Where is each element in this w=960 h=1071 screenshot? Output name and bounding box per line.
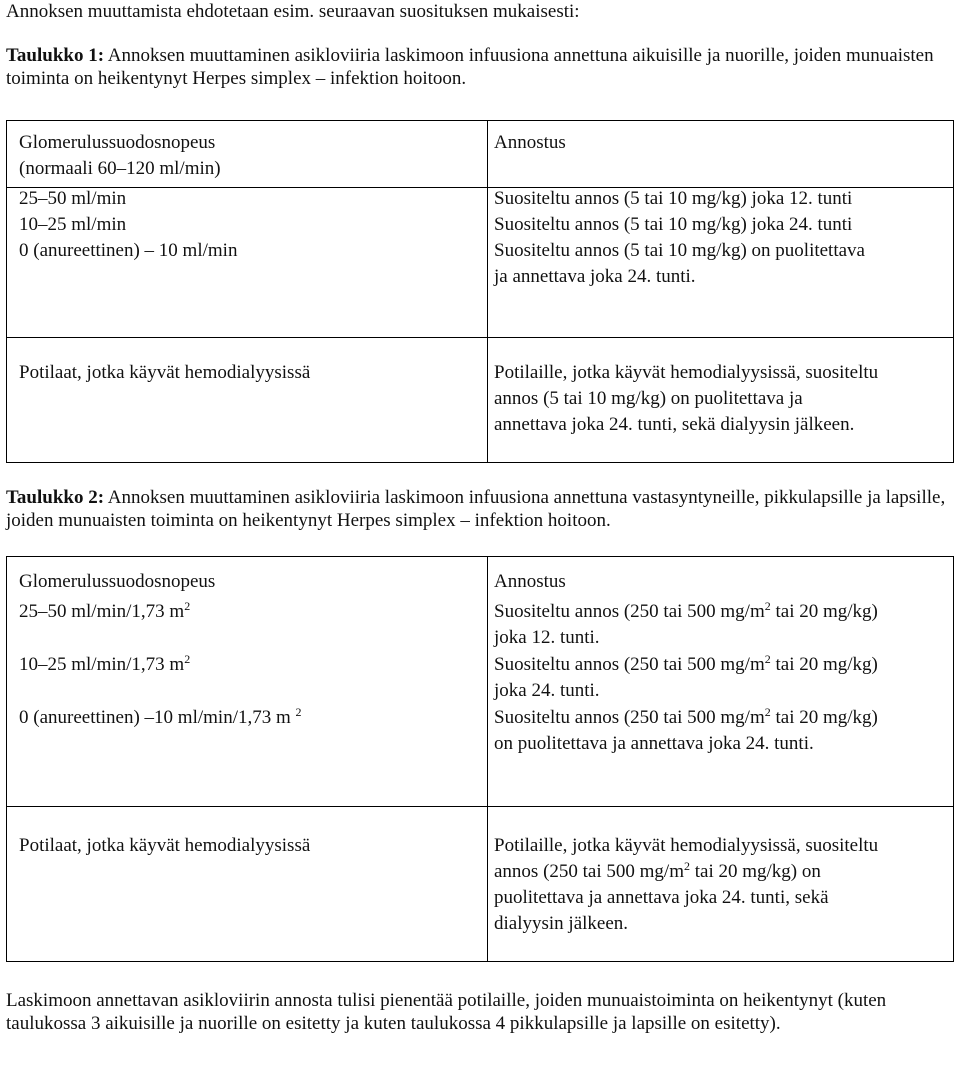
table1-upper-section [7,121,953,188]
table2-row-dose-cont: joka 12. tunti. [494,627,600,648]
table1-row-gfr: 10–25 ml/min [19,214,127,235]
table2-dialysis-dose: Potilaille, jotka käyvät hemodialyysissä, suositeltu [494,835,879,856]
table1 [6,120,954,463]
dose-text: Suositeltu annos (250 tai 500 mg/m [494,707,765,728]
table2-dialysis-dose: puolitettava ja annettava joka 24. tunti, sekä [494,887,829,908]
table1-row-dose: Suositeltu annos (5 tai 10 mg/kg) on puolitettava [494,240,865,261]
table1-dialysis-label: Potilaat, jotka käyvät hemodialyysissä [19,362,311,383]
table1-caption [6,44,954,90]
table2-row-dose-cont: joka 24. tunti. [494,680,600,701]
superscript: 2 [184,599,191,613]
table1-divider [487,338,488,462]
table2 [6,556,954,962]
table1-rows-section [7,188,953,338]
superscript: 2 [683,859,690,873]
superscript: 2 [184,652,191,666]
dose-text: annos (250 tai 500 mg/m [494,861,684,882]
table2-caption-label: Taulukko 2: [6,487,105,508]
intro-paragraph: Annoksen muuttamista ehdotetaan esim. seuraavan suosituksen mukaisesti: [6,1,580,22]
table2-divider [487,557,488,806]
gfr-text: 10–25 ml/min/1,73 m [19,654,185,675]
dose-text: tai 20 mg/kg) [770,707,878,728]
table2-dialysis-dose: dialyysin jälkeen. [494,913,629,934]
table2-caption [6,486,954,532]
table2-row-gfr [19,600,190,625]
table2-row-gfr [19,653,190,678]
table2-row-dose [494,600,878,625]
table1-caption-label: Taulukko 1: [6,45,105,66]
superscript: 2 [764,599,771,613]
table1-dialysis-dose: Potilaille, jotka käyvät hemodialyysissä, suositeltu [494,362,879,383]
table1-header-gfr: Glomerulussuodosnopeus [19,132,216,153]
dose-text: Suositeltu annos (250 tai 500 mg/m [494,601,765,622]
table2-row-dose-cont: on puolitettava ja annettava joka 24. tunti. [494,733,814,754]
table2-header-dose: Annostus [494,571,566,592]
table1-row-dose: Suositeltu annos (5 tai 10 mg/kg) joka 12. tunti [494,188,853,209]
table2-divider [487,807,488,961]
superscript: 2 [764,652,771,666]
table2-dialysis-section [7,807,953,961]
superscript: 2 [295,705,302,719]
table2-dialysis-dose [494,860,821,885]
table1-caption-text: Annoksen muuttaminen asikloviiria laskimoon infuusiona annettuna aikuisille ja nuorille, joiden munuaisten toiminta on heikentynyt Herpes simplex – infektion hoitoon. [6,45,934,89]
table1-row-dose: Suositeltu annos (5 tai 10 mg/kg) joka 24. tunti [494,214,853,235]
table2-dialysis-label: Potilaat, jotka käyvät hemodialyysissä [19,835,311,856]
table1-row-gfr: 25–50 ml/min [19,188,127,209]
table1-row-gfr: 0 (anureettinen) – 10 ml/min [19,240,238,261]
gfr-text: 0 (anureettinen) –10 ml/min/1,73 m [19,707,296,728]
table1-dialysis-dose: annos (5 tai 10 mg/kg) on puolitettava ja [494,388,803,409]
table1-divider [487,188,488,337]
table2-header-gfr: Glomerulussuodosnopeus [19,571,216,592]
dose-text: tai 20 mg/kg) [770,601,878,622]
table1-header-gfr-normal: (normaali 60–120 ml/min) [19,158,221,179]
dose-text: Suositeltu annos (250 tai 500 mg/m [494,654,765,675]
table2-row-dose [494,653,878,678]
table2-upper-section [7,557,953,807]
dose-text: tai 20 mg/kg) on [689,861,821,882]
table1-header-dose: Annostus [494,132,566,153]
table1-row-dose: ja annettava joka 24. tunti. [494,266,696,287]
footer-paragraph: Laskimoon annettavan asikloviirin annosta tulisi pienentää potilaille, joiden munuaistoiminta on heikentynyt (kuten taulukossa 3 aikuisille ja nuorille on esitetty ja kuten taulukossa 4 pikkulapsille ja lapsille on esitetty). [6,990,887,1034]
superscript: 2 [764,705,771,719]
table2-row-dose [494,706,878,731]
table1-dialysis-dose: annettava joka 24. tunti, sekä dialyysin jälkeen. [494,414,855,435]
table1-dialysis-section [7,338,953,462]
dose-text: tai 20 mg/kg) [770,654,878,675]
table1-divider [487,121,488,187]
table2-caption-text: Annoksen muuttaminen asikloviiria laskimoon infuusiona annettuna vastasyntyneille, pikkulapsille ja lapsille, joiden munuaisten toiminta on heikentynyt Herpes simplex – infektion hoitoon. [6,487,946,531]
table2-row-gfr [19,706,302,731]
gfr-text: 25–50 ml/min/1,73 m [19,601,185,622]
